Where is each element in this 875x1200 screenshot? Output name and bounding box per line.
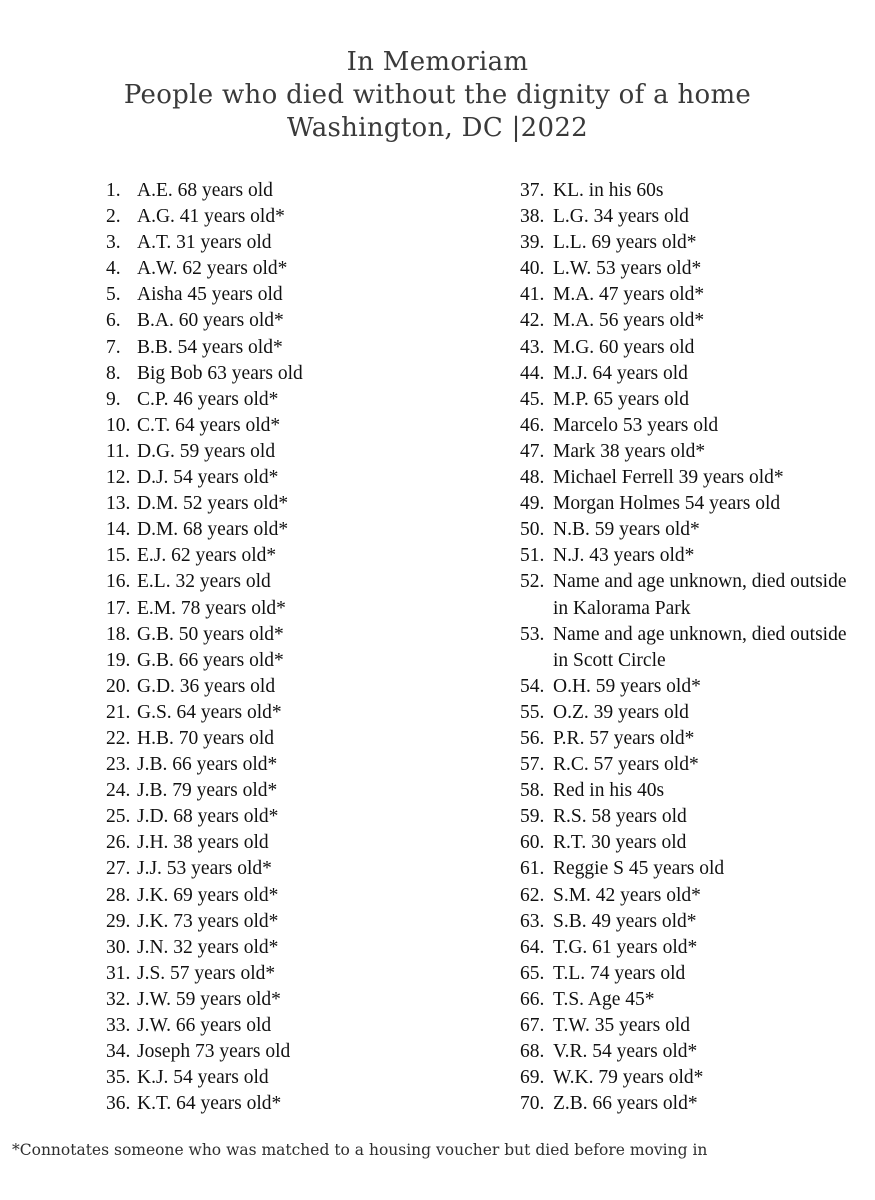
list-item-number: 15.: [106, 545, 131, 567]
list-item-number: 26.: [106, 832, 131, 854]
list-item: [520, 1013, 860, 1039]
list-item-number: 58.: [520, 780, 545, 802]
list-item-text: E.L. 32 years old: [137, 571, 271, 593]
list-item-text: N.B. 59 years old*: [553, 519, 700, 541]
list-item-text: Big Bob 63 years old: [137, 362, 303, 384]
list-item: [106, 517, 506, 543]
list-item: [106, 1013, 506, 1039]
list-item-number: 7.: [106, 336, 121, 358]
list-item: [106, 830, 506, 856]
list-item-text: H.B. 70 years old: [137, 727, 275, 749]
list-item: [520, 413, 860, 439]
list-item: [106, 308, 506, 334]
list-item: [106, 700, 506, 726]
list-item-text: T.L. 74 years old: [553, 962, 686, 984]
list-item: [520, 517, 860, 543]
list-item-text: J.W. 59 years old*: [137, 988, 281, 1010]
list-item-number: 49.: [520, 493, 545, 515]
list-item-number: 38.: [520, 206, 545, 228]
list-item-number: 18.: [106, 623, 131, 645]
list-item-number: 29.: [106, 910, 131, 932]
list-item-number: 34.: [106, 1041, 131, 1063]
list-item-text: J.K. 69 years old*: [137, 884, 279, 906]
list-item-text: Name and age unknown, died outside in Scott Circle: [553, 623, 847, 671]
list-item-text: E.M. 78 years old*: [137, 597, 286, 619]
list-item-text: J.D. 68 years old*: [137, 806, 279, 828]
list-item-number: 69.: [520, 1067, 545, 1089]
list-item-number: 27.: [106, 858, 131, 880]
list-item-text: Joseph 73 years old: [137, 1041, 291, 1063]
list-item: [520, 935, 860, 961]
list-item: [106, 178, 506, 204]
list-item: [106, 752, 506, 778]
list-item-number: 60.: [520, 832, 545, 854]
list-item-text: W.K. 79 years old*: [553, 1067, 704, 1089]
list-item-number: 68.: [520, 1041, 545, 1063]
list-item-number: 50.: [520, 519, 545, 541]
list-item-number: 51.: [520, 545, 545, 567]
memorial-header: [0, 46, 875, 145]
list-item: [106, 543, 506, 569]
list-item: [520, 883, 860, 909]
list-item: [106, 335, 506, 361]
list-item-text: S.B. 49 years old*: [553, 910, 697, 932]
list-item-number: 47.: [520, 440, 545, 462]
list-item-number: 20.: [106, 675, 131, 697]
list-item: [520, 230, 860, 256]
list-item-number: 19.: [106, 649, 131, 671]
list-item: [106, 1039, 506, 1065]
list-item-text: R.S. 58 years old: [553, 806, 687, 828]
list-item-text: J.S. 57 years old*: [137, 962, 276, 984]
list-item-number: 8.: [106, 362, 121, 384]
list-item: [520, 752, 860, 778]
list-item-number: 59.: [520, 806, 545, 828]
list-item-text: C.T. 64 years old*: [137, 414, 281, 436]
list-item: [106, 674, 506, 700]
list-item-text: G.S. 64 years old*: [137, 701, 282, 723]
list-item: [106, 804, 506, 830]
list-item-number: 4.: [106, 258, 121, 280]
list-item-number: 21.: [106, 701, 131, 723]
list-item-text: R.C. 57 years old*: [553, 754, 699, 776]
list-item-number: 14.: [106, 519, 131, 541]
list-item: [520, 961, 860, 987]
list-item-number: 67.: [520, 1015, 545, 1036]
list-item: [520, 987, 860, 1013]
list-item-number: 5.: [106, 284, 121, 306]
list-item: [106, 1091, 506, 1117]
list-item-text: K.T. 64 years old*: [137, 1093, 282, 1115]
footnote: *Connotates someone who was matched to a housing voucher but died before moving in: [12, 1141, 708, 1159]
list-item-number: 10.: [106, 414, 131, 436]
list-item-text: Marcelo 53 years old: [553, 414, 719, 436]
list-item-text: B.A. 60 years old*: [137, 310, 284, 332]
list-item: [520, 1065, 860, 1091]
list-item: [520, 491, 860, 517]
page-subtitle: People who died without the dignity of a home: [123, 80, 752, 110]
list-item-text: V.R. 54 years old*: [553, 1041, 698, 1063]
list-item-text: Michael Ferrell 39 years old*: [553, 467, 784, 489]
list-item-text: M.G. 60 years old: [553, 336, 695, 358]
list-item-text: Name and age unknown, died outside in Kalorama Park: [553, 571, 847, 619]
list-item-text: J.W. 66 years old: [137, 1015, 272, 1036]
list-item-text: L.G. 34 years old: [553, 206, 689, 228]
list-item: [106, 909, 506, 935]
list-item: [520, 361, 860, 387]
list-item: [106, 961, 506, 987]
list-item-number: 65.: [520, 962, 545, 984]
list-item-number: 53.: [520, 623, 545, 645]
list-item-text: R.T. 30 years old: [553, 832, 687, 854]
list-item: [106, 856, 506, 882]
list-item: [106, 1065, 506, 1091]
list-item: [106, 282, 506, 308]
list-item-number: 46.: [520, 414, 545, 436]
list-item-text: D.J. 54 years old*: [137, 467, 279, 489]
list-item: [106, 883, 506, 909]
list-item-text: T.S. Age 45*: [553, 988, 655, 1010]
location-year: Washington, DC |2022: [286, 113, 589, 143]
list-item: [520, 335, 860, 361]
list-item-text: S.M. 42 years old*: [553, 884, 701, 906]
list-item: [520, 256, 860, 282]
list-item-text: M.A. 47 years old*: [553, 284, 705, 306]
list-item-number: 13.: [106, 493, 131, 515]
list-item: [520, 622, 860, 674]
list-item: [520, 204, 860, 230]
list-item-text: Aisha 45 years old: [137, 284, 283, 306]
list-item: [520, 1039, 860, 1065]
list-item: [520, 387, 860, 413]
list-item-number: 37.: [520, 180, 545, 201]
list-item: [520, 778, 860, 804]
list-item: [106, 465, 506, 491]
list-item-number: 31.: [106, 962, 131, 984]
list-item-text: L.W. 53 years old*: [553, 258, 702, 280]
list-item: [520, 830, 860, 856]
list-item-number: 52.: [520, 571, 545, 593]
list-item-number: 17.: [106, 597, 131, 619]
list-item-number: 39.: [520, 232, 545, 254]
list-item-number: 9.: [106, 388, 121, 410]
list-item: [106, 361, 506, 387]
list-item-text: N.J. 43 years old*: [553, 545, 695, 567]
list-item-number: 40.: [520, 258, 545, 280]
list-item-number: 36.: [106, 1093, 131, 1115]
list-item-number: 23.: [106, 754, 131, 776]
list-item-text: M.A. 56 years old*: [553, 310, 705, 332]
list-item-number: 64.: [520, 936, 545, 958]
list-item-text: C.P. 46 years old*: [137, 388, 279, 410]
list-item-text: Z.B. 66 years old*: [553, 1093, 698, 1115]
list-item-text: T.G. 61 years old*: [553, 936, 698, 958]
list-item-number: 32.: [106, 988, 131, 1010]
list-item-text: A.G. 41 years old*: [137, 206, 285, 228]
list-item-text: G.B. 50 years old*: [137, 623, 284, 645]
list-item-text: K.J. 54 years old: [137, 1067, 269, 1089]
list-item-number: 70.: [520, 1093, 545, 1115]
list-item-number: 24.: [106, 780, 131, 802]
list-item-number: 2.: [106, 206, 121, 228]
list-item-number: 3.: [106, 232, 121, 254]
list-item: [106, 726, 506, 752]
list-item-text: J.B. 66 years old*: [137, 754, 278, 776]
list-item-number: 43.: [520, 336, 545, 358]
list-item-number: 66.: [520, 988, 545, 1010]
list-item-number: 11.: [106, 440, 130, 462]
list-item-text: Mark 38 years old*: [553, 440, 706, 462]
list-item-text: E.J. 62 years old*: [137, 545, 277, 567]
list-item-text: Red in his 40s: [553, 780, 665, 802]
list-item: [520, 282, 860, 308]
list-item-number: 54.: [520, 675, 545, 697]
list-item-number: 56.: [520, 727, 545, 749]
list-item-text: O.H. 59 years old*: [553, 675, 701, 697]
list-item-text: Reggie S 45 years old: [553, 858, 725, 880]
page-title: In Memoriam: [346, 47, 529, 77]
list-item: [106, 413, 506, 439]
list-item: [106, 387, 506, 413]
list-item: [106, 204, 506, 230]
list-item-number: 1.: [106, 180, 121, 201]
list-item: [106, 439, 506, 465]
list-item-text: B.B. 54 years old*: [137, 336, 283, 358]
list-item-number: 48.: [520, 467, 545, 489]
list-item-number: 62.: [520, 884, 545, 906]
list-item-text: G.B. 66 years old*: [137, 649, 284, 671]
list-item-number: 55.: [520, 701, 545, 723]
list-item-text: A.T. 31 years old: [137, 232, 272, 254]
list-item: [520, 465, 860, 491]
list-item: [106, 256, 506, 282]
list-item-number: 33.: [106, 1015, 131, 1036]
list-item-text: M.P. 65 years old: [553, 388, 689, 410]
list-item: [106, 596, 506, 622]
list-item-text: D.M. 68 years old*: [137, 519, 289, 541]
list-item-text: L.L. 69 years old*: [553, 232, 697, 254]
list-item: [520, 674, 860, 700]
list-item: [520, 804, 860, 830]
list-item-number: 25.: [106, 806, 131, 828]
list-item: [520, 1091, 860, 1117]
list-item-number: 12.: [106, 467, 131, 489]
list-item-text: J.K. 73 years old*: [137, 910, 279, 932]
list-item-text: G.D. 36 years old: [137, 675, 276, 697]
list-item-text: J.N. 32 years old*: [137, 936, 279, 958]
list-item: [106, 622, 506, 648]
name-list-left-column: [106, 178, 506, 1117]
list-item-text: J.B. 79 years old*: [137, 780, 278, 802]
list-item-text: D.M. 52 years old*: [137, 493, 289, 515]
list-item-text: J.H. 38 years old: [137, 832, 269, 854]
list-item-text: KL. in his 60s: [553, 180, 664, 201]
list-item-text: J.J. 53 years old*: [137, 858, 272, 880]
list-item-number: 42.: [520, 310, 545, 332]
list-item: [106, 987, 506, 1013]
list-item: [106, 648, 506, 674]
list-item-number: 30.: [106, 936, 131, 958]
list-item-number: 57.: [520, 754, 545, 776]
list-item-number: 63.: [520, 910, 545, 932]
list-item-number: 45.: [520, 388, 545, 410]
list-item: [520, 543, 860, 569]
list-item: [106, 230, 506, 256]
list-item: [520, 439, 860, 465]
list-item: [520, 909, 860, 935]
list-item-number: 22.: [106, 727, 131, 749]
list-item: [106, 935, 506, 961]
list-item-text: M.J. 64 years old: [553, 362, 688, 384]
list-item-number: 35.: [106, 1067, 131, 1089]
list-item-text: A.W. 62 years old*: [137, 258, 288, 280]
list-item-number: 41.: [520, 284, 545, 306]
list-item-number: 16.: [106, 571, 131, 593]
list-item-text: Morgan Holmes 54 years old: [553, 493, 781, 515]
list-item: [106, 778, 506, 804]
name-list-right-column: [520, 178, 860, 1117]
list-item: [106, 491, 506, 517]
list-item-text: D.G. 59 years old: [137, 440, 276, 462]
list-item-text: P.R. 57 years old*: [553, 727, 695, 749]
list-item: [520, 308, 860, 334]
list-item-number: 44.: [520, 362, 545, 384]
list-item: [520, 726, 860, 752]
list-item-text: T.W. 35 years old: [553, 1015, 691, 1036]
list-item: [520, 178, 860, 204]
list-item: [520, 700, 860, 726]
list-item-text: A.E. 68 years old: [137, 180, 273, 201]
list-item-number: 28.: [106, 884, 131, 906]
list-item: [520, 856, 860, 882]
list-item: [106, 569, 506, 595]
list-item-number: 6.: [106, 310, 121, 332]
list-item: [520, 569, 860, 621]
list-item-number: 61.: [520, 858, 545, 880]
list-item-text: O.Z. 39 years old: [553, 701, 689, 723]
